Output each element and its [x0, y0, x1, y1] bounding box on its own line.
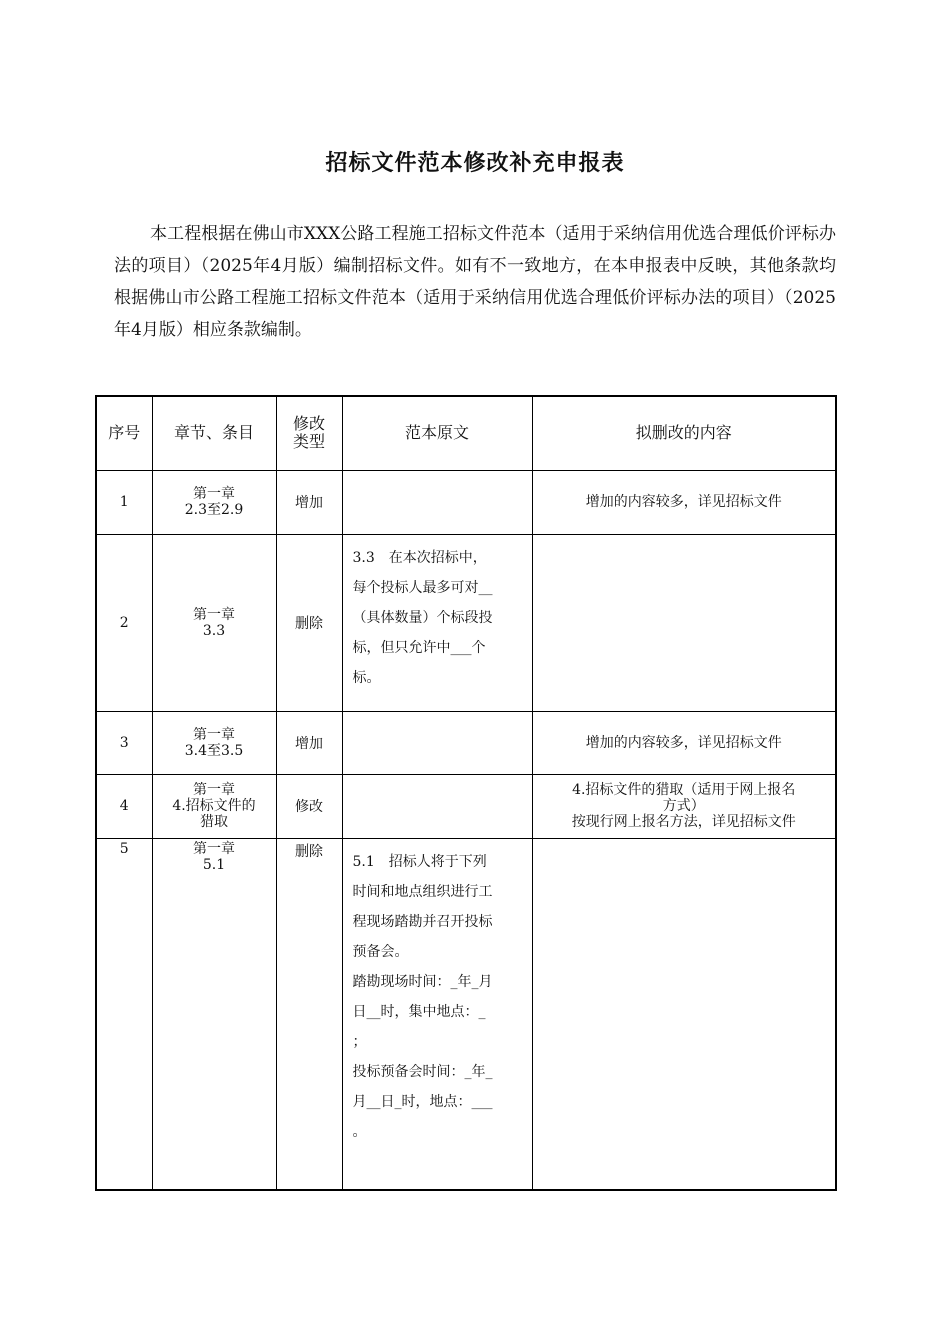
- row-content: [532, 711, 836, 774]
- row-no: 4: [96, 774, 152, 838]
- section-line: 第一章: [193, 840, 235, 857]
- original-line: 踏勘现场时间：_年_月: [352, 973, 493, 990]
- intro-paragraph: [114, 218, 836, 346]
- original-line: 每个投标人最多可对__: [352, 579, 493, 596]
- row-no: 2: [96, 534, 152, 711]
- section-line: 第一章: [193, 606, 235, 623]
- row-content: [532, 774, 836, 838]
- row-section: [152, 711, 276, 774]
- section-line: 4.招标文件的: [172, 798, 256, 814]
- content-line: 增加的内容较多，详见招标文件: [585, 494, 782, 510]
- header-type-line1: 修改: [292, 414, 325, 434]
- original-line: 程现场踏勘并召开投标: [352, 913, 493, 930]
- content-line: 4.招标文件的猎取（适用于网上报名: [572, 782, 796, 798]
- section-line: 第一章: [193, 782, 235, 798]
- row-section: [152, 774, 276, 838]
- original-line: 。: [352, 1123, 367, 1140]
- section-line: 第一章: [193, 726, 235, 743]
- header-content: 拟删改的内容: [532, 396, 836, 470]
- row-original: [342, 711, 532, 774]
- row-no: 5: [96, 838, 152, 1190]
- header-row: [96, 396, 836, 470]
- original-line: 标，但只允许中___个: [352, 639, 486, 656]
- original-line: ；: [352, 1033, 367, 1050]
- header-type: [276, 396, 342, 470]
- content-line: 方式）: [662, 798, 705, 814]
- table-row: [96, 711, 836, 774]
- row-section: [152, 470, 276, 534]
- original-line: 3.3 在本次招标中，: [352, 549, 487, 566]
- section-line: 3.3: [202, 622, 226, 639]
- header-no: 序号: [96, 396, 152, 470]
- row-section: [152, 838, 276, 1190]
- intro-text: 本工程根据在佛山市XXX公路工程施工招标文件范本（适用于采纳信用优选合理低价评标办法的项目）（2025年4月版）编制招标文件。如有不一致地方，在本申报表中反映，其他条款均根据佛山市公路工程施工招标文件范本（适用于采纳信用优选合理低价评标办法的项目）（2025年4月版）相应条款编制。: [114, 224, 836, 340]
- section-line: 猎取: [200, 814, 228, 830]
- row-content: [532, 534, 836, 711]
- content-line: 增加的内容较多，详见招标文件: [585, 734, 782, 751]
- table-row: [96, 774, 836, 838]
- original-line: 投标预备会时间：_年_: [352, 1063, 493, 1080]
- section-line: 3.4至3.5: [184, 742, 244, 759]
- header-original: 范本原文: [342, 396, 532, 470]
- header-type-line2: 类型: [292, 432, 325, 452]
- row-content: [532, 470, 836, 534]
- original-line: （具体数量）个标段投: [352, 609, 493, 626]
- row-original: [342, 534, 532, 711]
- row-original: [342, 470, 532, 534]
- row-type: 增加: [276, 711, 342, 774]
- original-line: 5.1 招标人将于下列: [352, 853, 487, 870]
- table-row: [96, 838, 836, 1190]
- row-type: 修改: [276, 774, 342, 838]
- original-line: 时间和地点组织进行工: [352, 883, 493, 900]
- section-line: 5.1: [202, 856, 226, 873]
- row-original: [342, 838, 532, 1190]
- original-line: 预备会。: [352, 943, 409, 960]
- content-line: 按现行网上报名方法，详见招标文件: [571, 814, 796, 830]
- row-type: 删除: [276, 838, 342, 1190]
- section-line: 2.3至2.9: [184, 502, 244, 518]
- row-original: [342, 774, 532, 838]
- table-row: [96, 470, 836, 534]
- original-line: 标。: [352, 669, 381, 686]
- row-no: 1: [96, 470, 152, 534]
- row-type: 删除: [276, 534, 342, 711]
- document-title: 招标文件范本修改补充申报表: [325, 151, 625, 176]
- table-row: [96, 534, 836, 711]
- revision-table: [95, 395, 837, 1191]
- original-line: 月__日_时，地点：___: [352, 1093, 493, 1110]
- section-line: 第一章: [193, 486, 235, 502]
- row-content: [532, 838, 836, 1190]
- header-section: 章节、条目: [152, 396, 276, 470]
- original-line: 日__时，集中地点：_: [352, 1003, 486, 1020]
- row-section: [152, 534, 276, 711]
- row-type: 增加: [276, 470, 342, 534]
- row-no: 3: [96, 711, 152, 774]
